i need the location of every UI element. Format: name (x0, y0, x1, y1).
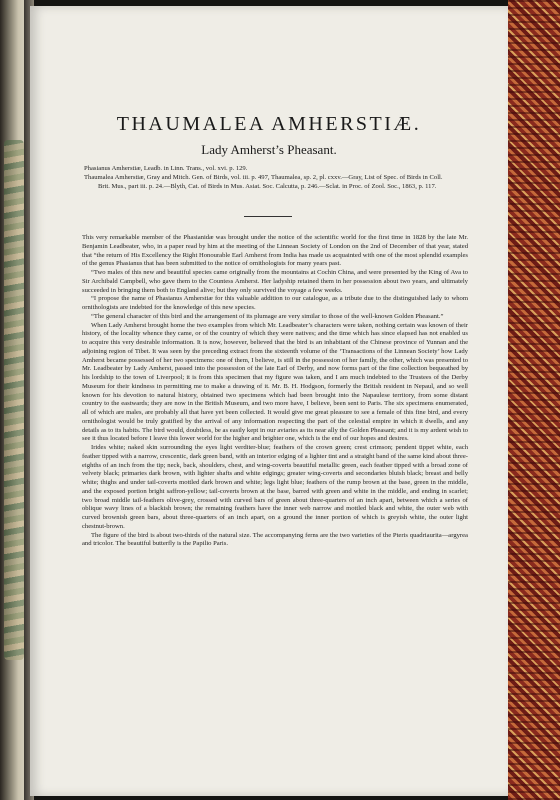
paragraph: The figure of the bird is about two-thirds of the natural size. The accompanying ferns are the two varieties of the Pteris quadriaurita—argyrea and tricolor. The beautiful butterfly is the Papilio Paris. (82, 531, 468, 548)
book-page (30, 6, 508, 796)
synonymy-references (84, 164, 456, 192)
paragraph: This very remarkable member of the Phasianidæ was brought under the notice of the scientific world for the first time in 1828 by the late Mr. Benjamin Leadbeater, who, in a paper read by him at the meeting of the Linnean Society of London on the 2nd of December of that year, stated that “the return of His Excellency the Right Honourable Earl Amherst from India has made us acquainted with one of the most splendid examples of the genus Phasianus that has been submitted to the notice of ornithologists for many years past. (82, 234, 468, 268)
reference-entry: Phasianus Amherstiæ, Leadb. in Linn. Trans., vol. xvi. p. 129. (84, 165, 248, 172)
paragraph: Irides white; naked skin surrounding the eyes light verditer-blue; feathers of the crown green; crest crimson; pendent tippet white, each feather tipped with a narrow, crescentic, dark green band, with an interior edging of a lighter tint and a straight band of the same kind about three-eighths of an inch from the tip; neck, back, shoulders, chest, and wing-coverts beautiful metallic green, each feather tipped with a broad zone of velvety black; primaries dark brown, with lighter shafts and white edgings; greater wing-coverts and secondaries bluish black; breast and belly white; thighs and under tail-coverts mottled dark brown and white; legs light blue; feathers of the rump brown at the base, green in the middle, and the exposed portion bright saffron-yellow; tail-coverts brown at the base, barred with green and white in the middle, and ending in scarlet; two broad middle tail-feathers olive-grey, crossed with curved bars of green about three-quarters of an inch apart, between which a series of oblique wavy lines of a blackish brown; the remaining feathers have the inner web narrow and mottled black and white, the outer web with curved brownish green bars, about three-quarters of an inch apart, on a ground the inner portion of which is greyish white, the outer light chestnut-brown. (82, 444, 468, 530)
marbled-binding-edge (508, 0, 560, 800)
paragraph: When Lady Amherst brought home the two examples from which Mr. Leadbeater’s characters were taken, nothing certain was known of their history, of the locality whence they came, or of the country of which they were natives; and the time which has since elapsed has not enabled us to acquire this very desirable information. It is now, however, believed that the bird is an inhabitant of the Chinese province of Yunnan and the adjoining region of Tibet. It was seen by the preceding extract from the sixteenth volume of the ‘Transactions of the Linnean Society’ how Lady Amherst became possessed of her two specimens: one of them, I believe, is still in the possession of her family, the other, which was presented to Mr. Leadbeater by Lady Amherst, passed into the possession of the late Earl of Derby, and now forms part of the fine collection bequeathed by his lordship to the town of Liverpool; it is from this specimen that my figure was taken, and I am much indebted to the Trustees of the Derby Museum for their kindness in permitting me to make a drawing of it. Mr. B. H. Hodgson, formerly the British resident in Nepaul, and so well known for his devotion to natural history, obtained two specimens which had been brought into the Napaulese territory, from some distant country to the eastwards; they are now in the British Museum, and two more have, I believe, been sent to Paris. The six specimens enumerated, all of which are males, are probably all that have yet been collected. It would give me great pleasure to see a female of this fine bird, and every ornithologist would be truly gratified by the arrival of any information respecting the part of the celestial empire in which it dwells, and any details as to its habits. The bird would, doubtless, be as easily kept in our aviaries as its near ally the Golden Pheasant; and it is my ardent wish to see it thus located before I leave this lower world for the higher and brighter one, which is the end of our hopes and desires. (82, 321, 468, 443)
facing-page-edge (0, 0, 26, 800)
paragraph: “I propose the name of Phasianus Amherstiæ for this valuable addition to our catalogue, as a tribute due to the distinguished lady to whom ornithologists are indebted for the knowledge of this new species. (82, 295, 468, 311)
facing-page-illustration (4, 140, 24, 660)
reference-entry: Thaumalea Amherstiæ, Gray and Mitch. Gen. of Birds, vol. iii. p. 497, Thaumalea, sp. 2, pl. cxxv.—Gray, List of Spec. of Birds in Coll. Brit. Mus., part iii. p. 24.—Blyth, Cat. of Birds in Mus. Asiat. Soc. Calcutta, p. 246.—Sclat. in Proc. of Zool. Soc., 1863, p. 117. (84, 174, 443, 191)
paragraph: “The general character of this bird and the arrangement of its plumage are very similar to those of the well-known Golden Pheasant.” (91, 312, 444, 320)
page-subtitle: Lady Amherst’s Pheasant. (201, 142, 337, 157)
article-body (82, 234, 468, 549)
page-title: THAUMALEA AMHERSTIÆ. (116, 113, 422, 135)
section-divider (244, 216, 292, 217)
paragraph: “Two males of this new and beautiful species came originally from the mountains at Cochin China, and were presented by the King of Ava to Sir Archibald Campbell, who gave them to the Countess Amherst. Her ladyship retained them in her possession about two years, and ultimately succeeded in bringing them both to England alive; but they only survived the voyage a few weeks. (82, 269, 468, 294)
